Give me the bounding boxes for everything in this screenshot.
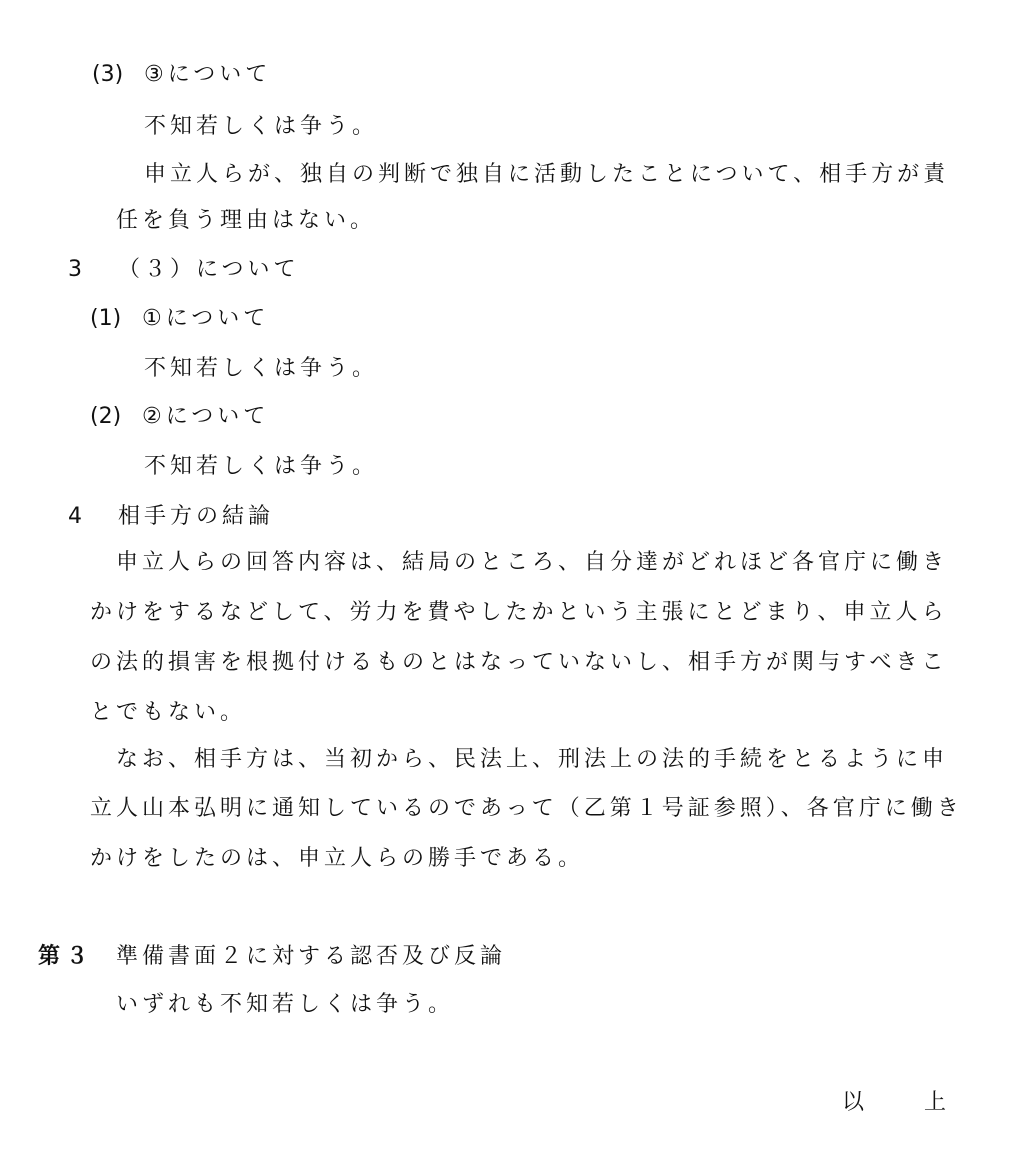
closing-char: 上 — [923, 1090, 946, 1115]
paragraph-line: 申立人らの回答内容は、結局のところ、自分達がどれほど各官庁に働き — [116, 550, 949, 575]
chapter-number: 第３ — [38, 944, 95, 969]
paragraph-line: かけをしたのは、申立人らの勝手である。 — [90, 846, 585, 871]
item-heading: ③について — [144, 62, 272, 87]
item-label: (3) — [92, 62, 124, 87]
reply-text: 不知若しくは争う。 — [144, 114, 379, 139]
paragraph-line: とでもない。 — [90, 700, 247, 725]
item-label: (1) — [90, 306, 122, 331]
paragraph-line: 任を負う理由はない。 — [116, 208, 377, 233]
reply-text: 不知若しくは争う。 — [144, 454, 379, 479]
section-number: 3 — [68, 257, 82, 282]
chapter-heading: 準備書面２に対する認否及び反論 — [116, 944, 507, 969]
reply-text: いずれも不知若しくは争う。 — [116, 992, 455, 1017]
section-heading: 相手方の結論 — [118, 504, 275, 529]
section-heading: （３）について — [118, 257, 300, 282]
item-label: (2) — [90, 404, 122, 429]
item-heading: ②について — [142, 404, 270, 429]
paragraph-line: 立人山本弘明に通知しているのであって（乙第１号証参照）、各官庁に働き — [90, 796, 963, 821]
section-number: 4 — [68, 504, 82, 529]
item-heading: ①について — [142, 306, 270, 331]
paragraph-line: 申立人らが、独自の判断で独自に活動したことについて、相手方が責 — [144, 162, 950, 187]
paragraph-line: なお、相手方は、当初から、民法上、刑法上の法的手続をとるように申 — [116, 747, 949, 772]
reply-text: 不知若しくは争う。 — [144, 356, 379, 381]
paragraph-line: かけをするなどして、労力を費やしたかという主張にとどまり、申立人ら — [90, 600, 948, 625]
closing-char: 以 — [842, 1090, 865, 1115]
closing-mark — [842, 1088, 946, 1118]
paragraph-line: の法的損害を根拠付けるものとはなっていないし、相手方が関与すべきこ — [90, 650, 948, 675]
